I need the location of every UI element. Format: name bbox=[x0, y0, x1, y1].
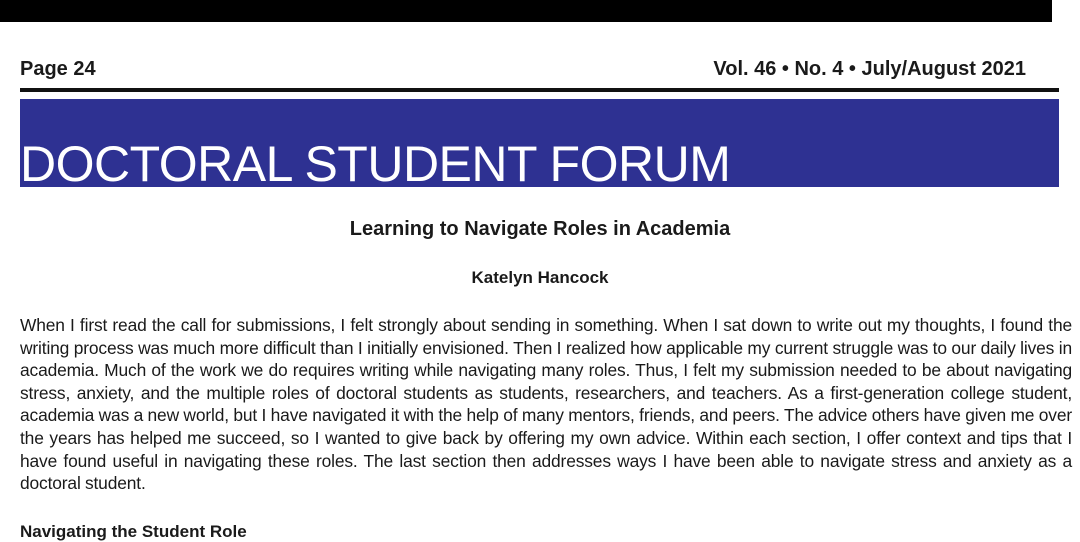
document-page bbox=[0, 22, 1080, 542]
top-bar-notch bbox=[1052, 0, 1080, 22]
issue-info: Vol. 46 • No. 4 • July/August 2021 bbox=[713, 57, 1026, 80]
article-title: Learning to Navigate Roles in Academia bbox=[349, 218, 731, 240]
author-byline: Katelyn Hancock bbox=[471, 268, 609, 287]
header-rule bbox=[20, 88, 1059, 92]
section-heading: Navigating the Student Role bbox=[20, 522, 247, 541]
page-number: Page 24 bbox=[20, 57, 96, 80]
body-paragraph: When I first read the call for submissions, I felt strongly about sending in something. When I sat down to write out my thoughts, I found the writing process was much more difficult than I initially envisioned. Then I realized how applicable my current struggle was to our daily lives in academia. Much of the work we do requires writing while navigating many roles. Thus, I felt my submission needed to be about navigating stress, anxiety, and the multiple roles of doctoral students as students, researchers, and teachers. As a first-generation college student, academia was a new world, but I have navigated it with the help of many mentors, friends, and peers. The advice others have given me over the years has helped me succeed, so I wanted to give back by offering my own advice. Within each section, I offer context and tips that I have found useful in navigating these roles. The last section then addresses ways I have been able to navigate stress and anxiety as a doctoral student. bbox=[20, 315, 1072, 494]
running-header bbox=[20, 56, 1026, 82]
top-status-bar bbox=[0, 0, 1080, 22]
banner-title: DOCTORAL STUDENT FORUM bbox=[20, 136, 731, 192]
section-banner bbox=[20, 99, 1059, 192]
